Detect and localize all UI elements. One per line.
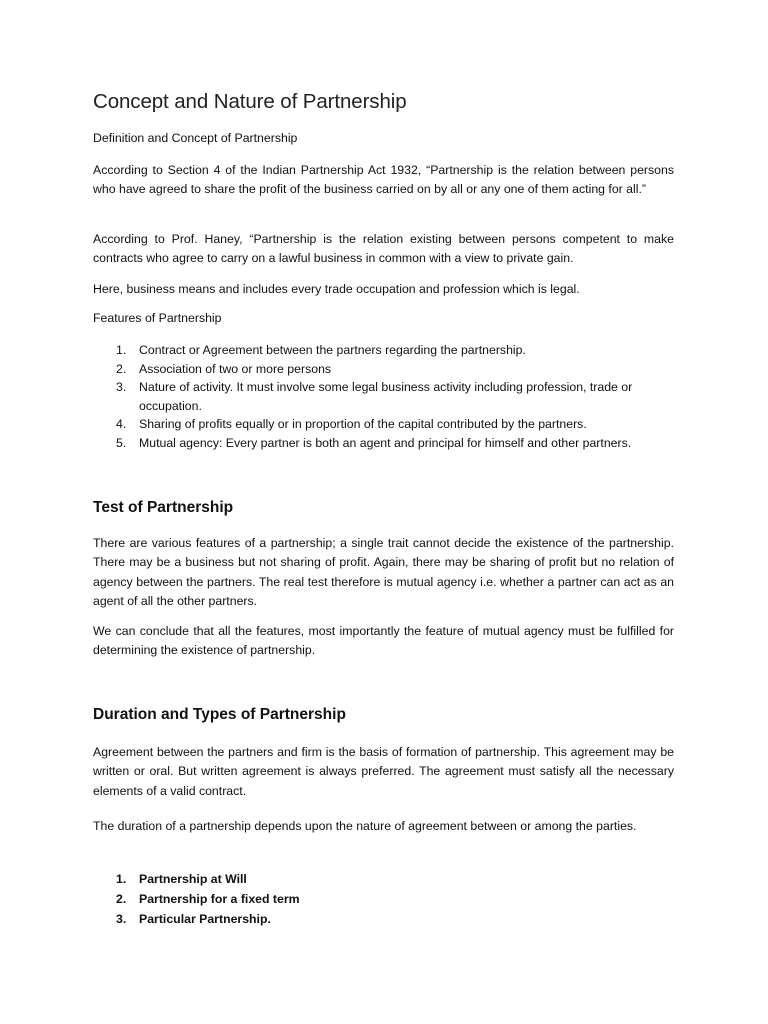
duration-paragraph-1: Agreement between the partners and firm is the basis of formation of partnership. This agreement may be written or oral. But written agreement is always preferred. The agreement must satisfy all the necessary elements of a valid contract. bbox=[93, 745, 674, 798]
definition-paragraph: According to Section 4 of the Indian Partnership Act 1932, “Partnership is the relation between persons who have agreed to share the profit of the business carried on by all or any one of them acting for all.” bbox=[93, 163, 674, 197]
partnership-types-list bbox=[93, 869, 674, 929]
list-item: 3. Nature of activity. It must involve some legal business activity including profession, trade or occupation. bbox=[116, 380, 633, 413]
list-item: 4. Sharing of profits equally or in proportion of the capital contributed by the partners. bbox=[116, 417, 587, 432]
list-item: 2. Association of two or more persons bbox=[116, 361, 332, 376]
list-item: 3. Particular Partnership. bbox=[116, 912, 271, 926]
duration-types-heading: Duration and Types of Partnership bbox=[93, 706, 346, 723]
features-list bbox=[93, 341, 674, 453]
test-paragraph-1: There are various features of a partnership; a single trait cannot decide the existence of the partnership. There may be a business but not sharing of profit. Again, there may be sharing of profit but no relation of agency between the partners. The real test therefore is mutual agency i.e. whether a partner can act as an agent of all the other partners. bbox=[93, 536, 674, 608]
features-subheading: Features of Partnership bbox=[93, 311, 222, 325]
business-meaning-paragraph: Here, business means and includes every trade occupation and profession which is legal. bbox=[93, 282, 580, 296]
haney-definition-paragraph: According to Prof. Haney, “Partnership is the relation existing between persons competent to make contracts who agree to carry on a lawful business in common with a view to private gain. bbox=[93, 232, 674, 266]
duration-paragraph-2: The duration of a partnership depends upon the nature of agreement between or among the parties. bbox=[93, 819, 637, 833]
definition-subheading: Definition and Concept of Partnership bbox=[93, 131, 298, 145]
test-of-partnership-heading: Test of Partnership bbox=[93, 499, 234, 516]
list-item: 1. Partnership at Will bbox=[116, 872, 247, 886]
test-paragraph-2: We can conclude that all the features, most importantly the feature of mutual agency must be fulfilled for determining the existence of partnership. bbox=[93, 624, 674, 658]
list-item: 2. Partnership for a fixed term bbox=[116, 892, 300, 906]
list-item: 5. Mutual agency: Every partner is both an agent and principal for himself and other partners. bbox=[116, 435, 632, 450]
list-item: 1. Contract or Agreement between the partners regarding the partnership. bbox=[116, 343, 526, 357]
page-title: Concept and Nature of Partnership bbox=[93, 90, 407, 113]
